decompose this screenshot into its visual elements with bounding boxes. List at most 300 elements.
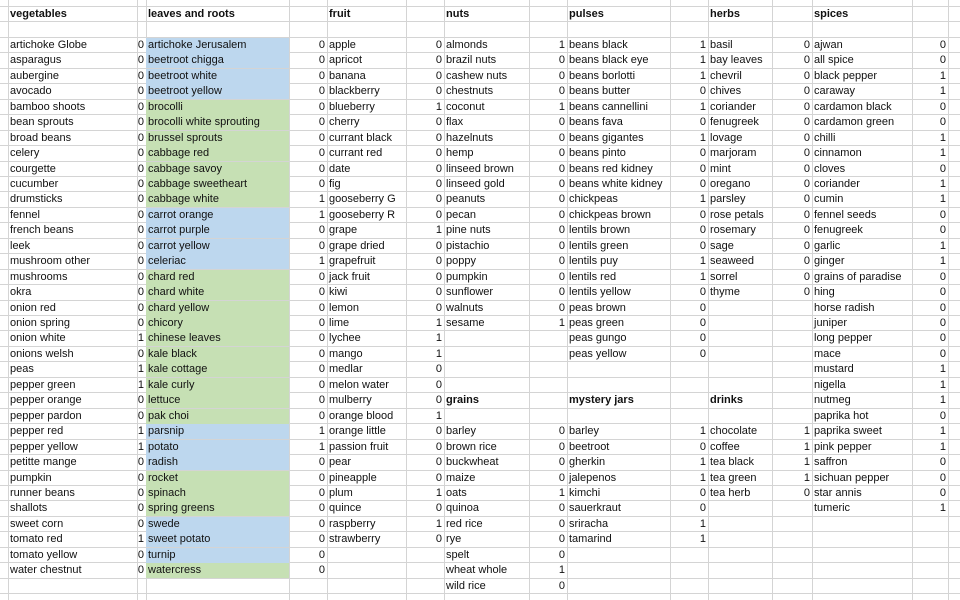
cell-grains-count[interactable]: 0: [558, 441, 565, 453]
cell-leaves-name[interactable]: carrot orange: [146, 208, 289, 223]
cell-herbs-name[interactable]: chevril: [710, 70, 742, 82]
cell-fruit-count[interactable]: 0: [435, 394, 442, 406]
cell-leaves-count[interactable]: 0: [318, 379, 325, 391]
cell-pulses-name[interactable]: beans gigantes: [569, 132, 644, 144]
cell-leaves-count[interactable]: 0: [318, 394, 325, 406]
cell-leaves-count[interactable]: 0: [318, 332, 325, 344]
cell-fruit-name[interactable]: medlar: [329, 363, 363, 375]
cell-pulses-name[interactable]: beans black: [569, 39, 628, 51]
cell-vegetables-name[interactable]: petitte mange: [10, 456, 77, 468]
cell-leaves-count[interactable]: 0: [318, 163, 325, 175]
cell-pulses-count[interactable]: 1: [699, 132, 706, 144]
column-header-herbs[interactable]: herbs: [710, 8, 740, 20]
cell-fruit-name[interactable]: melon water: [329, 379, 389, 391]
cell-vegetables-name[interactable]: pepper red: [10, 425, 64, 437]
cell-pulses-count[interactable]: 0: [699, 209, 706, 221]
cell-nuts-count[interactable]: 0: [558, 224, 565, 236]
cell-grains-name[interactable]: oats: [446, 487, 467, 499]
cell-leaves-name[interactable]: pak choi: [146, 409, 289, 424]
cell-pulses-count[interactable]: 0: [699, 302, 706, 314]
cell-grains-name[interactable]: barley: [446, 425, 476, 437]
cell-leaves-count[interactable]: 1: [318, 425, 325, 437]
cell-pulses-count[interactable]: 1: [699, 271, 706, 283]
cell-spices-name[interactable]: paprika hot: [814, 410, 869, 422]
cell-vegetables-count[interactable]: 1: [137, 379, 144, 391]
cell-pulses-name[interactable]: beans red kidney: [569, 163, 653, 175]
cell-spices-name[interactable]: mustard: [814, 363, 854, 375]
column-header-fruit[interactable]: fruit: [329, 8, 351, 20]
cell-vegetables-name[interactable]: cucumber: [10, 178, 59, 190]
cell-leaves-count[interactable]: 0: [318, 116, 325, 128]
cell-mystery-name[interactable]: beetroot: [569, 441, 610, 453]
cell-vegetables-name[interactable]: artichoke Globe: [10, 39, 88, 51]
cell-spices-count[interactable]: 0: [939, 302, 946, 314]
cell-fruit-count[interactable]: 0: [435, 163, 442, 175]
cell-vegetables-name[interactable]: celery: [10, 147, 40, 159]
cell-herbs-count[interactable]: 0: [803, 54, 810, 66]
cell-spices-count[interactable]: 1: [939, 425, 946, 437]
cell-nuts-name[interactable]: walnuts: [446, 302, 484, 314]
cell-fruit-count[interactable]: 0: [435, 441, 442, 453]
cell-herbs-name[interactable]: marjoram: [710, 147, 757, 159]
cell-leaves-count[interactable]: 0: [318, 302, 325, 314]
cell-grains-count[interactable]: 0: [558, 456, 565, 468]
cell-fruit-name[interactable]: blackberry: [329, 85, 380, 97]
cell-leaves-name[interactable]: rocket: [146, 471, 289, 486]
cell-nuts-count[interactable]: 0: [558, 240, 565, 252]
cell-spices-count[interactable]: 1: [939, 147, 946, 159]
cell-herbs-count[interactable]: 0: [803, 178, 810, 190]
cell-vegetables-name[interactable]: broad beans: [10, 132, 72, 144]
cell-nuts-name[interactable]: pistachio: [446, 240, 490, 252]
cell-nuts-name[interactable]: hemp: [446, 147, 474, 159]
cell-pulses-name[interactable]: beans butter: [569, 85, 631, 97]
cell-vegetables-count[interactable]: 0: [137, 39, 144, 51]
cell-nuts-name[interactable]: flax: [446, 116, 464, 128]
cell-leaves-name[interactable]: brocolli: [146, 100, 289, 115]
cell-spices-name[interactable]: chilli: [814, 132, 836, 144]
cell-spices-count[interactable]: 0: [939, 209, 946, 221]
cell-herbs-name[interactable]: sorrel: [710, 271, 738, 283]
cell-spices-name[interactable]: fenugreek: [814, 224, 863, 236]
cell-pulses-count[interactable]: 1: [699, 101, 706, 113]
cell-fruit-name[interactable]: orange blood: [329, 410, 394, 422]
cell-leaves-count[interactable]: 0: [318, 54, 325, 66]
cell-nuts-count[interactable]: 0: [558, 163, 565, 175]
cell-vegetables-count[interactable]: 0: [137, 147, 144, 159]
cell-spices-name[interactable]: paprika sweet: [814, 425, 882, 437]
cell-nuts-count[interactable]: 0: [558, 286, 565, 298]
cell-pulses-name[interactable]: lentils puy: [569, 255, 618, 267]
cell-fruit-count[interactable]: 0: [435, 193, 442, 205]
cell-vegetables-name[interactable]: asparagus: [10, 54, 62, 66]
cell-fruit-count[interactable]: 0: [435, 456, 442, 468]
cell-leaves-count[interactable]: 0: [318, 456, 325, 468]
cell-leaves-name[interactable]: potato: [146, 440, 289, 455]
cell-leaves-name[interactable]: cabbage sweetheart: [146, 177, 289, 192]
cell-leaves-name[interactable]: carrot yellow: [146, 239, 289, 254]
cell-mystery-name[interactable]: barley: [569, 425, 599, 437]
cell-fruit-count[interactable]: 0: [435, 39, 442, 51]
cell-pulses-count[interactable]: 0: [699, 332, 706, 344]
cell-leaves-count[interactable]: 0: [318, 533, 325, 545]
cell-nuts-name[interactable]: coconut: [446, 101, 485, 113]
cell-fruit-name[interactable]: lychee: [329, 332, 361, 344]
cell-vegetables-name[interactable]: avocado: [10, 85, 52, 97]
cell-vegetables-count[interactable]: 0: [137, 240, 144, 252]
cell-fruit-name[interactable]: lemon: [329, 302, 359, 314]
cell-spices-count[interactable]: 1: [939, 441, 946, 453]
cell-spices-name[interactable]: coriander: [814, 178, 860, 190]
cell-pulses-count[interactable]: 0: [699, 348, 706, 360]
cell-spices-count[interactable]: 0: [939, 348, 946, 360]
cell-leaves-name[interactable]: spinach: [146, 486, 289, 501]
cell-vegetables-count[interactable]: 0: [137, 70, 144, 82]
cell-grains-name[interactable]: quinoa: [446, 502, 480, 514]
cell-fruit-count[interactable]: 1: [435, 317, 442, 329]
cell-vegetables-name[interactable]: fennel: [10, 209, 40, 221]
cell-herbs-count[interactable]: 0: [803, 163, 810, 175]
cell-leaves-name[interactable]: spring greens: [146, 501, 289, 516]
cell-mystery-name[interactable]: tamarind: [569, 533, 612, 545]
cell-spices-count[interactable]: 0: [939, 410, 946, 422]
cell-leaves-count[interactable]: 0: [318, 487, 325, 499]
cell-pulses-count[interactable]: 1: [699, 39, 706, 51]
cell-drinks-count[interactable]: 1: [803, 441, 810, 453]
column-header-spices[interactable]: spices: [814, 8, 849, 20]
cell-spices-count[interactable]: 1: [939, 255, 946, 267]
cell-fruit-count[interactable]: 0: [435, 132, 442, 144]
cell-leaves-count[interactable]: 1: [318, 193, 325, 205]
cell-herbs-name[interactable]: bay leaves: [710, 54, 763, 66]
cell-nuts-count[interactable]: 0: [558, 302, 565, 314]
cell-herbs-count[interactable]: 0: [803, 132, 810, 144]
cell-leaves-count[interactable]: 0: [318, 224, 325, 236]
cell-spices-count[interactable]: 1: [939, 502, 946, 514]
cell-vegetables-name[interactable]: mushroom other: [10, 255, 91, 267]
cell-spices-name[interactable]: long pepper: [814, 332, 873, 344]
cell-mystery-count[interactable]: 1: [699, 472, 706, 484]
cell-herbs-count[interactable]: 0: [803, 101, 810, 113]
cell-leaves-count[interactable]: 0: [318, 564, 325, 576]
cell-nuts-count[interactable]: 0: [558, 193, 565, 205]
cell-vegetables-name[interactable]: sweet corn: [10, 518, 64, 530]
cell-spices-count[interactable]: 1: [939, 193, 946, 205]
column-header-leaves[interactable]: leaves and roots: [148, 8, 235, 20]
cell-pulses-name[interactable]: beans borlotti: [569, 70, 636, 82]
cell-vegetables-count[interactable]: 0: [137, 286, 144, 298]
cell-grains-count[interactable]: 0: [558, 502, 565, 514]
cell-vegetables-name[interactable]: pepper green: [10, 379, 76, 391]
cell-vegetables-count[interactable]: 0: [137, 549, 144, 561]
cell-fruit-name[interactable]: gooseberry R: [329, 209, 396, 221]
cell-herbs-name[interactable]: thyme: [710, 286, 740, 298]
cell-nuts-count[interactable]: 0: [558, 209, 565, 221]
cell-spices-name[interactable]: cardamon black: [814, 101, 892, 113]
cell-mystery-count[interactable]: 0: [699, 502, 706, 514]
column-header-mystery[interactable]: mystery jars: [569, 394, 634, 406]
cell-leaves-count[interactable]: 0: [318, 70, 325, 82]
cell-vegetables-name[interactable]: aubergine: [10, 70, 59, 82]
cell-drinks-count[interactable]: 0: [803, 487, 810, 499]
cell-vegetables-name[interactable]: french beans: [10, 224, 74, 236]
cell-fruit-name[interactable]: grape dried: [329, 240, 385, 252]
cell-fruit-name[interactable]: raspberry: [329, 518, 376, 530]
cell-spices-name[interactable]: juniper: [814, 317, 848, 329]
cell-herbs-name[interactable]: rose petals: [710, 209, 764, 221]
cell-nuts-count[interactable]: 0: [558, 54, 565, 66]
cell-grains-name[interactable]: wheat whole: [446, 564, 508, 576]
cell-fruit-count[interactable]: 0: [435, 425, 442, 437]
cell-spices-count[interactable]: 1: [939, 379, 946, 391]
cell-grains-name[interactable]: rye: [446, 533, 462, 545]
cell-nuts-count[interactable]: 0: [558, 70, 565, 82]
cell-fruit-name[interactable]: grape: [329, 224, 358, 236]
cell-drinks-count[interactable]: 1: [803, 456, 810, 468]
cell-vegetables-count[interactable]: 1: [137, 332, 144, 344]
cell-vegetables-count[interactable]: 0: [137, 410, 144, 422]
cell-leaves-count[interactable]: 1: [318, 209, 325, 221]
cell-nuts-name[interactable]: peanuts: [446, 193, 486, 205]
cell-nuts-name[interactable]: pumpkin: [446, 271, 488, 283]
cell-fruit-count[interactable]: 0: [435, 286, 442, 298]
cell-drinks-count[interactable]: 1: [803, 472, 810, 484]
cell-leaves-name[interactable]: kale cottage: [146, 362, 289, 377]
cell-vegetables-name[interactable]: onion red: [10, 302, 56, 314]
cell-pulses-count[interactable]: 0: [699, 178, 706, 190]
cell-herbs-name[interactable]: oregano: [710, 178, 751, 190]
cell-vegetables-count[interactable]: 0: [137, 271, 144, 283]
cell-pulses-count[interactable]: 0: [699, 286, 706, 298]
cell-leaves-name[interactable]: celeriac: [146, 254, 289, 269]
cell-vegetables-count[interactable]: 0: [137, 317, 144, 329]
cell-pulses-name[interactable]: beans black eye: [569, 54, 649, 66]
cell-vegetables-count[interactable]: 0: [137, 255, 144, 267]
cell-pulses-name[interactable]: lentils red: [569, 271, 617, 283]
cell-vegetables-name[interactable]: bean sprouts: [10, 116, 74, 128]
cell-herbs-name[interactable]: lovage: [710, 132, 743, 144]
cell-drinks-name[interactable]: tea black: [710, 456, 755, 468]
cell-leaves-count[interactable]: 0: [318, 147, 325, 159]
cell-nuts-name[interactable]: brazil nuts: [446, 54, 497, 66]
cell-vegetables-name[interactable]: runner beans: [10, 487, 75, 499]
cell-fruit-count[interactable]: 0: [435, 116, 442, 128]
cell-pulses-name[interactable]: peas yellow: [569, 348, 627, 360]
cell-vegetables-name[interactable]: leek: [10, 240, 31, 252]
cell-fruit-count[interactable]: 1: [435, 101, 442, 113]
cell-leaves-count[interactable]: 1: [318, 441, 325, 453]
cell-grains-count[interactable]: 0: [558, 425, 565, 437]
cell-vegetables-count[interactable]: 0: [137, 302, 144, 314]
cell-grains-count[interactable]: 0: [558, 518, 565, 530]
cell-leaves-name[interactable]: artichoke Jerusalem: [146, 38, 289, 53]
cell-vegetables-count[interactable]: 0: [137, 116, 144, 128]
cell-fruit-name[interactable]: pineapple: [329, 472, 377, 484]
cell-leaves-name[interactable]: cabbage savoy: [146, 162, 289, 177]
cell-leaves-count[interactable]: 1: [318, 255, 325, 267]
cell-fruit-count[interactable]: 0: [435, 147, 442, 159]
cell-vegetables-count[interactable]: 0: [137, 101, 144, 113]
cell-vegetables-name[interactable]: tomato red: [10, 533, 63, 545]
cell-herbs-count[interactable]: 0: [803, 209, 810, 221]
cell-nuts-count[interactable]: 0: [558, 116, 565, 128]
cell-vegetables-count[interactable]: 0: [137, 394, 144, 406]
cell-fruit-name[interactable]: jack fruit: [329, 271, 370, 283]
cell-vegetables-count[interactable]: 0: [137, 472, 144, 484]
cell-drinks-name[interactable]: tea green: [710, 472, 757, 484]
cell-fruit-count[interactable]: 0: [435, 379, 442, 391]
cell-herbs-count[interactable]: 0: [803, 271, 810, 283]
cell-vegetables-name[interactable]: okra: [10, 286, 32, 298]
cell-spices-count[interactable]: 0: [939, 332, 946, 344]
cell-spices-name[interactable]: ajwan: [814, 39, 843, 51]
cell-nuts-name[interactable]: pecan: [446, 209, 476, 221]
cell-herbs-count[interactable]: 0: [803, 85, 810, 97]
cell-nuts-name[interactable]: cashew nuts: [446, 70, 508, 82]
cell-mystery-count[interactable]: 1: [699, 456, 706, 468]
cell-leaves-count[interactable]: 0: [318, 101, 325, 113]
cell-leaves-count[interactable]: 0: [318, 472, 325, 484]
cell-herbs-count[interactable]: 0: [803, 286, 810, 298]
cell-fruit-name[interactable]: apricot: [329, 54, 363, 66]
cell-herbs-name[interactable]: fenugreek: [710, 116, 759, 128]
cell-nuts-name[interactable]: sunflower: [446, 286, 494, 298]
cell-vegetables-count[interactable]: 0: [137, 54, 144, 66]
cell-drinks-name[interactable]: tea herb: [710, 487, 751, 499]
cell-grains-count[interactable]: 0: [558, 533, 565, 545]
cell-fruit-count[interactable]: 0: [435, 209, 442, 221]
cell-fruit-name[interactable]: currant black: [329, 132, 392, 144]
cell-drinks-name[interactable]: chocolate: [710, 425, 758, 437]
cell-pulses-name[interactable]: lentils brown: [569, 224, 631, 236]
cell-spices-count[interactable]: 0: [939, 39, 946, 51]
cell-mystery-name[interactable]: jalepenos: [569, 472, 617, 484]
cell-mystery-name[interactable]: gherkin: [569, 456, 606, 468]
cell-vegetables-count[interactable]: 0: [137, 193, 144, 205]
cell-vegetables-count[interactable]: 0: [137, 487, 144, 499]
cell-nuts-name[interactable]: hazelnuts: [446, 132, 494, 144]
cell-leaves-name[interactable]: turnip: [146, 548, 289, 563]
cell-leaves-name[interactable]: chinese leaves: [146, 331, 289, 346]
cell-fruit-name[interactable]: cherry: [329, 116, 360, 128]
cell-leaves-name[interactable]: chicory: [146, 316, 289, 331]
cell-nuts-count[interactable]: 1: [558, 317, 565, 329]
cell-leaves-name[interactable]: beetroot chigga: [146, 53, 289, 68]
cell-spices-count[interactable]: 1: [939, 178, 946, 190]
cell-grains-name[interactable]: maize: [446, 472, 476, 484]
cell-leaves-count[interactable]: 0: [318, 518, 325, 530]
cell-spices-count[interactable]: 1: [939, 394, 946, 406]
cell-mystery-name[interactable]: sriracha: [569, 518, 609, 530]
cell-spices-name[interactable]: nigella: [814, 379, 846, 391]
cell-vegetables-name[interactable]: courgette: [10, 163, 56, 175]
cell-pulses-name[interactable]: peas green: [569, 317, 625, 329]
cell-grains-count[interactable]: 1: [558, 564, 565, 576]
cell-leaves-name[interactable]: kale curly: [146, 378, 289, 393]
cell-fruit-name[interactable]: pear: [329, 456, 352, 468]
cell-vegetables-name[interactable]: mushrooms: [10, 271, 68, 283]
cell-pulses-name[interactable]: chickpeas brown: [569, 209, 651, 221]
cell-pulses-count[interactable]: 0: [699, 163, 706, 175]
cell-mystery-count[interactable]: 1: [699, 425, 706, 437]
cell-pulses-count[interactable]: 0: [699, 116, 706, 128]
cell-pulses-count[interactable]: 1: [699, 70, 706, 82]
cell-pulses-count[interactable]: 1: [699, 54, 706, 66]
cell-nuts-name[interactable]: pine nuts: [446, 224, 491, 236]
cell-vegetables-name[interactable]: water chestnut: [10, 564, 82, 576]
cell-vegetables-count[interactable]: 1: [137, 363, 144, 375]
cell-vegetables-count[interactable]: 1: [137, 441, 144, 453]
cell-herbs-name[interactable]: chives: [710, 85, 742, 97]
cell-spices-count[interactable]: 0: [939, 54, 946, 66]
cell-nuts-count[interactable]: 0: [558, 132, 565, 144]
cell-grains-name[interactable]: wild rice: [446, 580, 486, 592]
cell-grains-name[interactable]: spelt: [446, 549, 470, 561]
cell-spices-name[interactable]: nutmeg: [814, 394, 851, 406]
cell-nuts-count[interactable]: 0: [558, 147, 565, 159]
cell-vegetables-count[interactable]: 1: [137, 533, 144, 545]
cell-spices-count[interactable]: 1: [939, 70, 946, 82]
column-header-vegetables[interactable]: vegetables: [10, 8, 67, 20]
cell-spices-count[interactable]: 1: [939, 132, 946, 144]
cell-leaves-count[interactable]: 0: [318, 85, 325, 97]
cell-fruit-count[interactable]: 1: [435, 410, 442, 422]
cell-spices-count[interactable]: 0: [939, 116, 946, 128]
cell-leaves-name[interactable]: chard white: [146, 285, 289, 300]
cell-mystery-name[interactable]: kimchi: [569, 487, 601, 499]
cell-spices-name[interactable]: cloves: [814, 163, 846, 175]
cell-leaves-count[interactable]: 0: [318, 178, 325, 190]
cell-pulses-count[interactable]: 0: [699, 85, 706, 97]
cell-pulses-count[interactable]: 1: [699, 193, 706, 205]
cell-vegetables-name[interactable]: onions welsh: [10, 348, 74, 360]
cell-vegetables-count[interactable]: 0: [137, 178, 144, 190]
cell-fruit-count[interactable]: 0: [435, 502, 442, 514]
cell-leaves-count[interactable]: 0: [318, 39, 325, 51]
cell-nuts-count[interactable]: 0: [558, 178, 565, 190]
cell-fruit-count[interactable]: 1: [435, 487, 442, 499]
cell-nuts-name[interactable]: chestnuts: [446, 85, 494, 97]
cell-mystery-count[interactable]: 1: [699, 533, 706, 545]
cell-fruit-count[interactable]: 1: [435, 224, 442, 236]
cell-leaves-name[interactable]: chard red: [146, 270, 289, 285]
cell-herbs-name[interactable]: basil: [710, 39, 733, 51]
cell-fruit-count[interactable]: 0: [435, 178, 442, 190]
cell-herbs-count[interactable]: 0: [803, 70, 810, 82]
cell-vegetables-count[interactable]: 0: [137, 209, 144, 221]
cell-vegetables-count[interactable]: 0: [137, 163, 144, 175]
cell-vegetables-name[interactable]: pepper yellow: [10, 441, 78, 453]
cell-vegetables-name[interactable]: pepper pardon: [10, 410, 82, 422]
cell-grains-count[interactable]: 0: [558, 580, 565, 592]
cell-spices-name[interactable]: grains of paradise: [814, 271, 902, 283]
cell-fruit-name[interactable]: fig: [329, 178, 341, 190]
cell-leaves-count[interactable]: 0: [318, 410, 325, 422]
cell-pulses-name[interactable]: beans cannellini: [569, 101, 648, 113]
cell-spices-count[interactable]: 0: [939, 317, 946, 329]
cell-spices-name[interactable]: ginger: [814, 255, 845, 267]
cell-fruit-name[interactable]: kiwi: [329, 286, 348, 298]
cell-vegetables-name[interactable]: pumpkin: [10, 472, 52, 484]
cell-vegetables-name[interactable]: shallots: [10, 502, 48, 514]
cell-fruit-count[interactable]: 1: [435, 332, 442, 344]
cell-leaves-name[interactable]: sweet potato: [146, 532, 289, 547]
cell-herbs-count[interactable]: 0: [803, 193, 810, 205]
cell-pulses-count[interactable]: 0: [699, 317, 706, 329]
cell-spices-count[interactable]: 0: [939, 224, 946, 236]
cell-leaves-name[interactable]: swede: [146, 517, 289, 532]
cell-vegetables-name[interactable]: bamboo shoots: [10, 101, 86, 113]
